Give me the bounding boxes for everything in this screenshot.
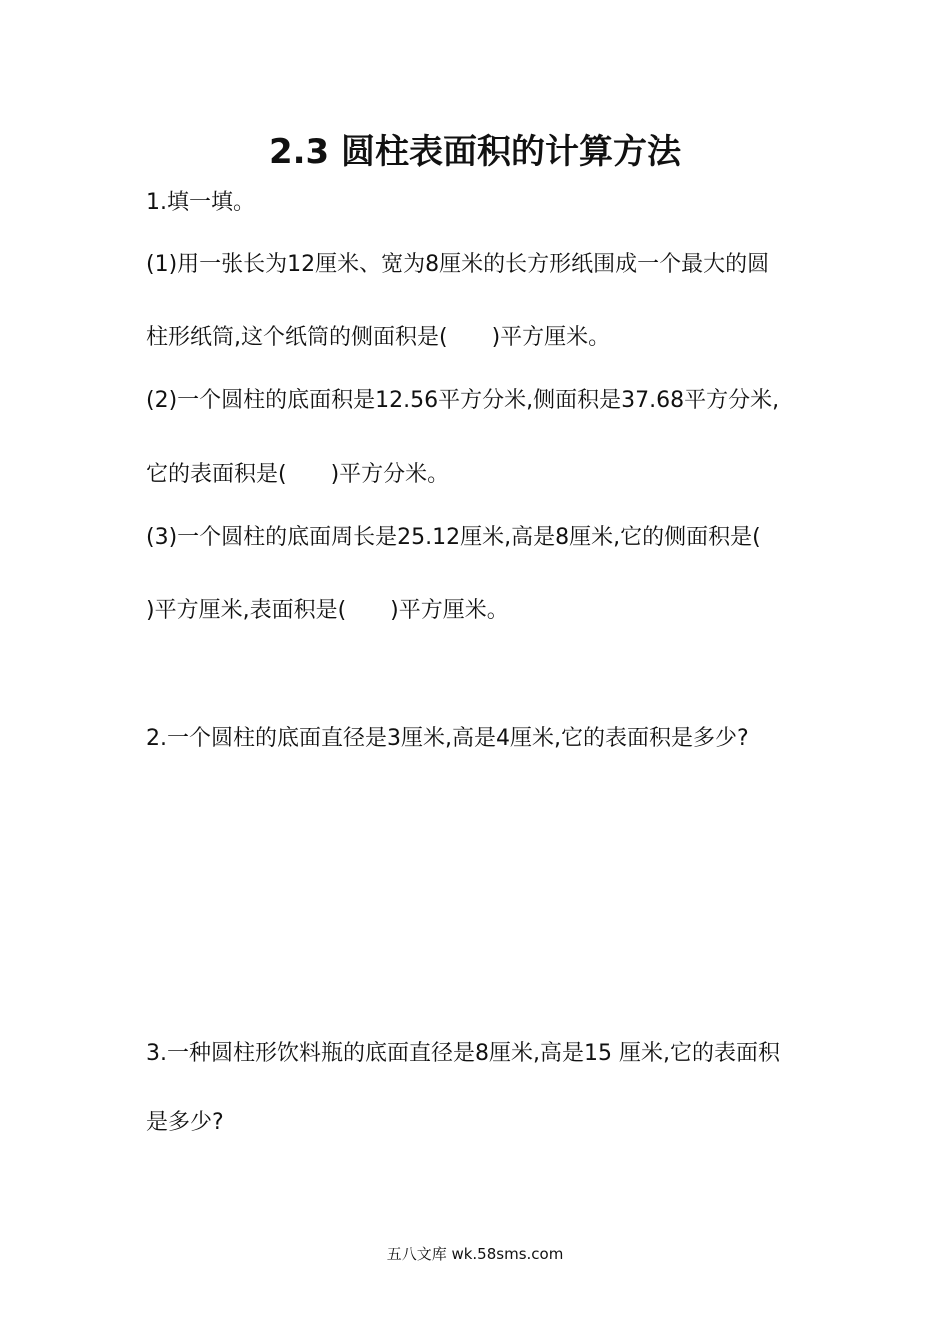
question-1-1-line-2: 柱形纸筒,这个纸筒的侧面积是( )平方厘米。 <box>146 325 611 350</box>
question-3-line-2: 是多少? <box>146 1110 224 1135</box>
question-3-line-1: 3.一种圆柱形饮料瓶的底面直径是8厘米,高是15 厘米,它的表面积 <box>146 1041 780 1066</box>
question-1-3-line-2: )平方厘米,表面积是( )平方厘米。 <box>146 598 509 623</box>
question-2: 2.一个圆柱的底面直径是3厘米,高是4厘米,它的表面积是多少? <box>146 726 749 751</box>
question-1-2-line-1: (2)一个圆柱的底面积是12.56平方分米,侧面积是37.68平方分米, <box>146 388 780 413</box>
footer-watermark: 五八文库 wk.58sms.com <box>386 1245 564 1263</box>
question-1-2-line-2: 它的表面积是( )平方分米。 <box>146 462 450 487</box>
question-1-1-line-1: (1)用一张长为12厘米、宽为8厘米的长方形纸围成一个最大的圆 <box>146 252 770 277</box>
question-1-3-line-1: (3)一个圆柱的底面周长是25.12厘米,高是8厘米,它的侧面积是( <box>146 525 761 550</box>
section-heading: 1.填一填。 <box>146 190 255 215</box>
page-title: 2.3 圆柱表面积的计算方法 <box>268 132 682 172</box>
